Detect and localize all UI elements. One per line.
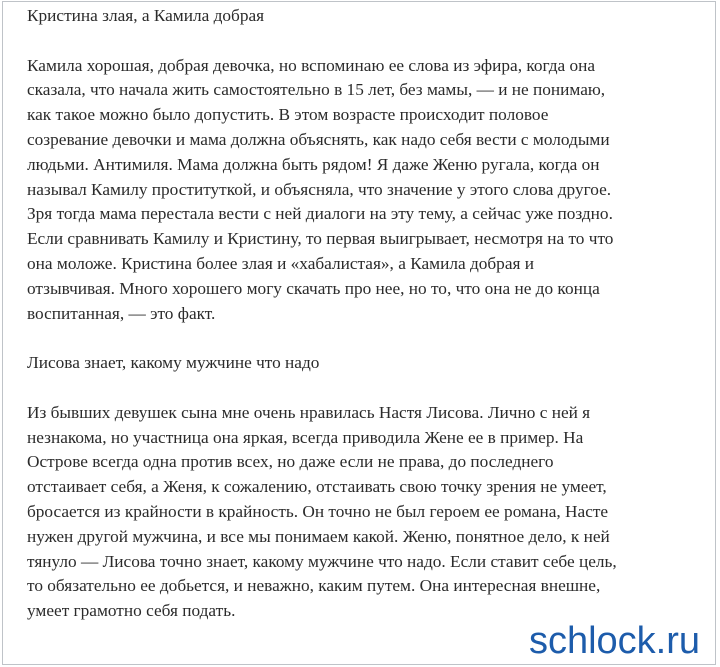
section-heading-2: Лисова знает, какому мужчине что надо	[27, 353, 320, 373]
paragraph-spacer	[27, 29, 713, 54]
section-body-1: Камила хорошая, добрая девочка, но вспоминаю ее слова из эфира, когда она сказала, что начала жить самостоятельно в 15 лет, без мамы, — и не понимаю, как такое можно было допустить. В этом возрасте происходит половое созревание девочки и мама должна объяснять, как надо себя вести с молодыми людьми. Антимиля. Мама должна быть рядом! Я даже Женю ругала, когда он называл Камилу проституткой, и объясняла, что значение у этого слова другое. Зря тогда мама перестала вести с ней диалоги на эту тему, а сейчас уже поздно. Если сравнивать Камилу и Кристину, то первая выигрывает, несмотря на то что она моложе. Кристина более злая и «хабалистая», а Камила добрая и отзывчивая. Много хорошего могу скачать про нее, но то, что она не до конца воспитанная, — это факт.	[27, 55, 614, 323]
section-body-2: Из бывших девушек сына мне очень нравилась Настя Лисова. Лично с ней я незнакома, но участница она яркая, всегда приводила Жене ее в пример. На Острове всегда одна против всех, но даже если не права, до последнего отстаивает себя, а Женя, к сожалению, отстаивать свою точку зрения не умеет, бросается из крайности в крайность. Он точно не был героем ее романа, Насте нужен другой мужчина, и все мы понимаем какой. Женю, понятное дело, к ней тянуло — Лисова точно знает, какому мужчине что надо. Если ставит себе цель, то обязательно ее добьется, и неважно, каким путем. Она интересная внешне, умеет грамотно себя подать.	[27, 402, 617, 621]
site-watermark: schlock.ru	[521, 619, 706, 663]
section-heading-1: Кристина злая, а Камила добрая	[27, 6, 265, 25]
article-content	[27, 4, 713, 624]
paragraph-spacer	[27, 376, 713, 401]
article-frame	[2, 1, 716, 665]
paragraph-spacer	[27, 326, 713, 351]
